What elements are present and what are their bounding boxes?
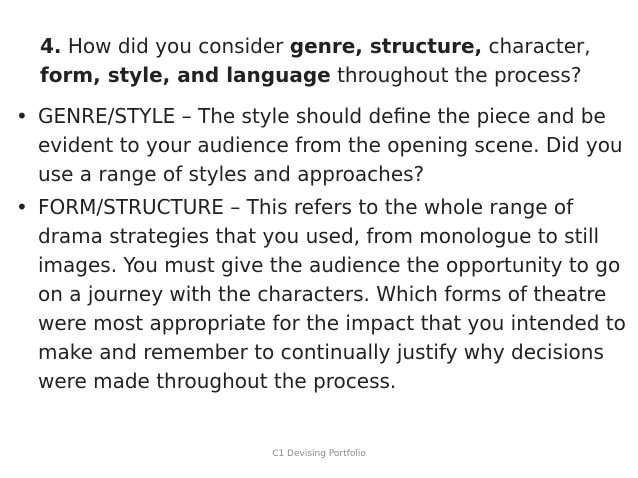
question-bold-1: genre, structure, <box>289 34 483 58</box>
question-heading <box>40 32 625 90</box>
bullet-text: FORM/STRUCTURE – This refers to the whole range of drama strategies that you used, from monologue to still images. You must give the audience the opportunity to go on a journey with the characters. Which forms of theatre were most appropriate for the impact that you intended to make and remember to continually justify why decisions were made throughout the process. <box>38 195 626 393</box>
bullet-genre-style <box>16 102 628 189</box>
bullet-icon: • <box>16 104 28 128</box>
question-text-3: throughout the process? <box>330 63 582 87</box>
bullet-icon: • <box>16 195 28 219</box>
slide-footer: C1 Devising Portfolio <box>272 449 366 459</box>
question-text-1: How did you consider <box>61 34 290 58</box>
bullet-form-structure <box>16 193 628 396</box>
bullet-list <box>16 102 628 400</box>
question-bold-2: form, style, and language <box>40 63 331 87</box>
question-text-2: character, <box>482 34 591 58</box>
bullet-text: GENRE/STYLE – The style should define the piece and be evident to your audience from the opening scene. Did you use a range of styles and approaches? <box>38 104 623 186</box>
question-number: 4. <box>40 34 62 58</box>
